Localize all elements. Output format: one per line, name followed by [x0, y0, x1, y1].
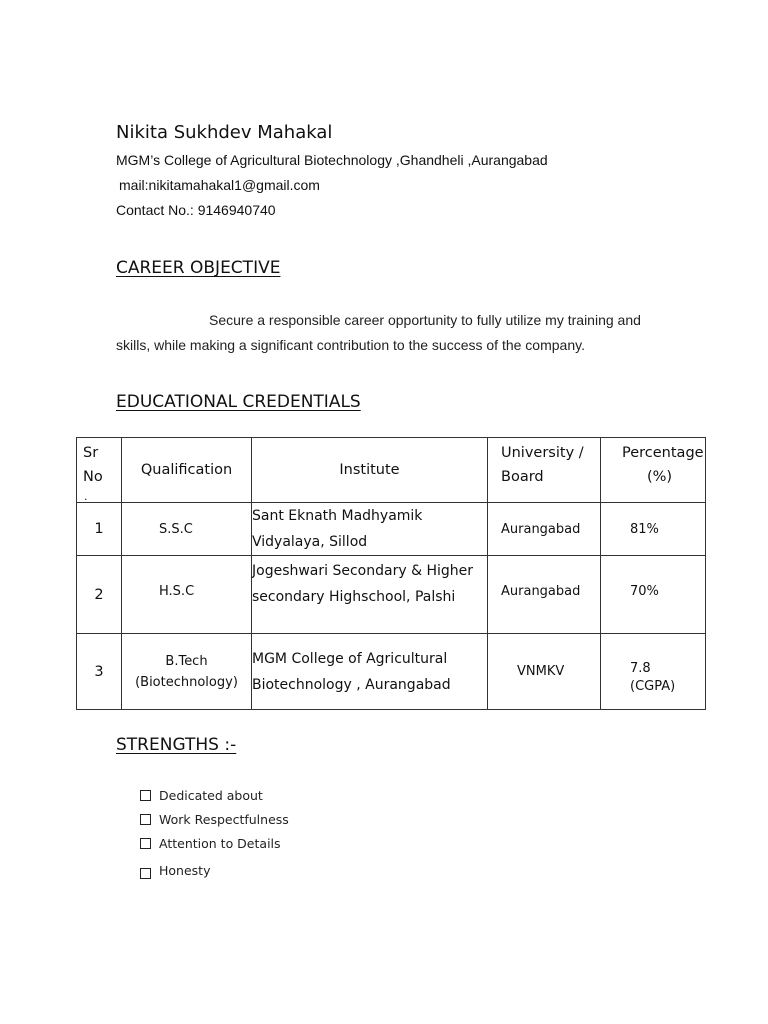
education-heading: EDUCATIONAL CREDENTIALS: [116, 392, 361, 412]
objective-line-2: skills, while making a significant contribution to the success of the company.: [116, 337, 585, 353]
row-qualification: B.Tech (Biotechnology): [122, 634, 252, 710]
checkbox-bullet-icon: [140, 814, 151, 825]
career-objective-heading: CAREER OBJECTIVE: [116, 258, 281, 278]
table-header-row: [77, 438, 706, 503]
contact-line: Contact No.: 9146940740: [116, 202, 276, 218]
row-sr: 2: [77, 556, 122, 634]
row-qualification: H.S.C: [122, 556, 252, 634]
row-percentage: 81%: [601, 503, 706, 556]
table-row: [77, 503, 706, 556]
header-institute: Institute: [252, 438, 488, 503]
header-university-board: University / Board: [488, 438, 601, 503]
row-percentage: 70%: [601, 556, 706, 634]
candidate-name: Nikita Sukhdev Mahakal: [116, 122, 333, 143]
education-table: [76, 437, 706, 710]
header-percentage: Percentage (%): [601, 438, 706, 503]
row-institute: MGM College of Agricultural Biotechnology , Aurangabad: [252, 634, 488, 710]
header-sr-no: Sr No .: [77, 438, 122, 503]
checkbox-bullet-icon: [140, 790, 151, 801]
email-line: mail:nikitamahakal1@gmail.com: [119, 177, 320, 193]
college-line: MGM’s College of Agricultural Biotechnology ,Ghandheli ,Aurangabad: [116, 152, 548, 168]
table-row: [77, 556, 706, 634]
row-sr: 3: [77, 634, 122, 710]
table-row: [77, 634, 706, 710]
row-sr: 1: [77, 503, 122, 556]
resume-page: Nikita Sukhdev Mahakal MGM’s College of Agricultural Biotechnology ,Ghandheli ,Aurangabad mail:nikitamahakal1@gmail.com Contact No.: 9146940740 CAREER OBJECTIVE Secure a responsible career opportunity to fully utilize my training and skills, while making a significant contribution to the success of the company. EDUCATIONAL CREDENTIALS Sr No . Qualification Institute University / Board Percentage (%) 1 S.S.C Sant Eknath Madhyamik Vidyalaya, Sillod Aurangabad 81% 2 H.S.C Jogeshwari Secondary & Higher secondary Highschool, Palshi Aurangabad 70% 3 B.Tech (Biotechnology) MGM College of Agricultural Biotechnology , Aurangabad VNMKV 7.8 (CGPA) STRENGTHS :- Dedicated about Work Respectfulness Attention to Details Honesty: [0, 0, 768, 1024]
header-qualification: Qualification: [122, 438, 252, 503]
row-university: VNMKV: [488, 634, 601, 710]
row-university: Aurangabad: [488, 556, 601, 634]
row-institute: Jogeshwari Secondary & Higher secondary Highschool, Palshi: [252, 556, 488, 634]
objective-line-1: Secure a responsible career opportunity to fully utilize my training and: [209, 312, 641, 328]
row-university: Aurangabad: [488, 503, 601, 556]
row-qualification: S.S.C: [122, 503, 252, 556]
checkbox-bullet-icon: [140, 868, 151, 879]
strengths-heading: STRENGTHS :-: [116, 735, 237, 755]
row-percentage: 7.8 (CGPA): [601, 634, 706, 710]
checkbox-bullet-icon: [140, 838, 151, 849]
row-institute: Sant Eknath Madhyamik Vidyalaya, Sillod: [252, 503, 488, 556]
